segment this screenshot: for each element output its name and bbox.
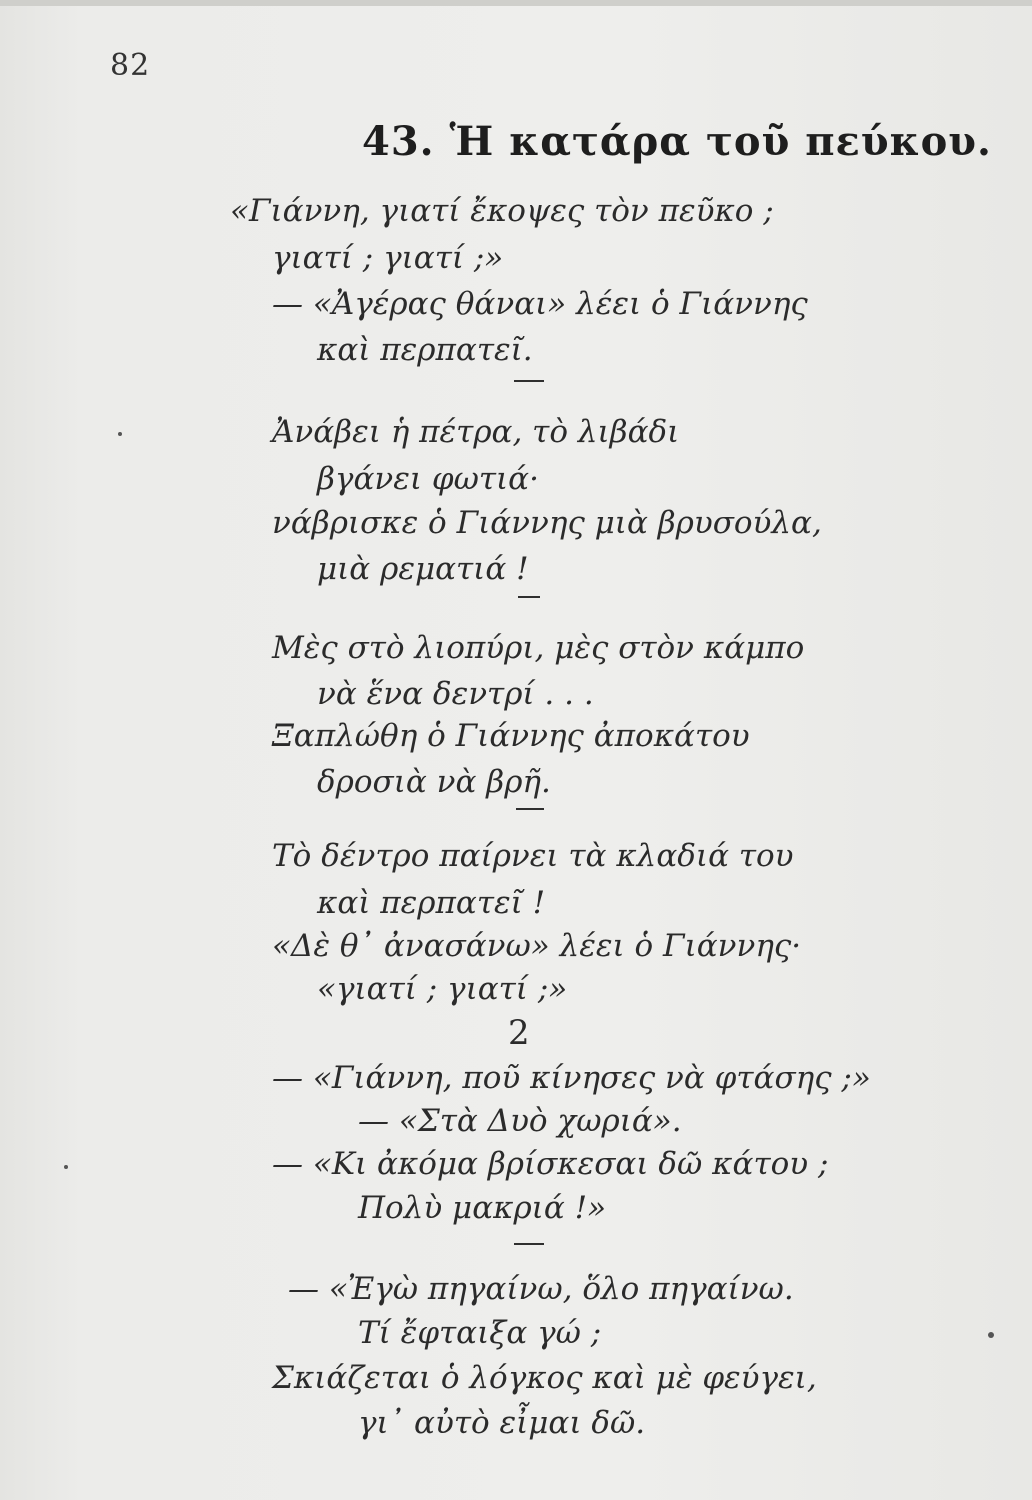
stanza-divider bbox=[514, 380, 544, 382]
poem-line: Τί ἔφταιξα γώ ; bbox=[358, 1315, 602, 1351]
poem-line: Ἀνάβει ἡ πέτρα, τὸ λιβάδι bbox=[272, 414, 680, 450]
poem-line: Σκιάζεται ὁ λόγκος καὶ μὲ φεύγει, bbox=[272, 1360, 817, 1396]
poem-line: καὶ περπατεῖ ! bbox=[317, 885, 546, 921]
poem-line: νὰ ἕνα δεντρί . . . bbox=[317, 676, 594, 712]
poem-line: δροσιὰ νὰ βρῆ. bbox=[317, 764, 551, 800]
stanza-divider bbox=[518, 596, 540, 598]
poem-line: μιὰ ρεματιά ! bbox=[317, 551, 529, 587]
page-top-edge bbox=[0, 0, 1032, 6]
poem-line: «γιατί ; γιατί ;» bbox=[317, 971, 568, 1007]
poem-line: Πολὺ μακριά !» bbox=[358, 1190, 607, 1226]
stanza-divider bbox=[516, 808, 544, 810]
poem-line: — «Στὰ Δυὸ χωριά». bbox=[358, 1103, 682, 1139]
scan-speck bbox=[64, 1165, 68, 1169]
poem-line: γιατί ; γιατί ;» bbox=[272, 240, 504, 276]
poem-title: 43. Ἡ κατάρα τοῦ πεύκου. bbox=[362, 118, 992, 165]
poem-line: «Δὲ θ᾽ ἀνασάνω» λέει ὁ Γιάννης· bbox=[272, 928, 802, 964]
poem-line: Τὸ δέντρο παίρνει τὰ κλαδιά του bbox=[272, 838, 794, 874]
poem-line: — «Κι ἀκόμα βρίσκεσαι δῶ κάτου ; bbox=[272, 1146, 829, 1182]
poem-line: «Γιάννη, γιατί ἔκοψες τὸν πεῦκο ; bbox=[230, 193, 774, 229]
poem-line: — «Ἀγέρας θάναι» λέει ὁ Γιάννης bbox=[272, 286, 808, 322]
scan-speck bbox=[988, 1332, 994, 1338]
poem-line: — «Γιάννη, ποῦ κίνησες νὰ φτάσης ;» bbox=[272, 1060, 871, 1096]
poem-line: βγάνει φωτιά· bbox=[317, 461, 539, 497]
stanza-divider bbox=[514, 1243, 544, 1245]
poem-line: — «Ἐγὼ πηγαίνω, ὅλο πηγαίνω. bbox=[288, 1271, 794, 1307]
poem-line: καὶ περπατεῖ. bbox=[317, 332, 533, 368]
poem-line: νάβρισκε ὁ Γιάννης μιὰ βρυσούλα, bbox=[272, 505, 822, 541]
poem-line: γι᾽ αὐτὸ εἶμαι δῶ. bbox=[358, 1405, 646, 1441]
poem-line: Ξαπλώθη ὁ Γιάννης ἀποκάτου bbox=[272, 718, 750, 754]
section-numeral: 2 bbox=[508, 1013, 530, 1053]
page-number: 82 bbox=[110, 48, 151, 83]
poem-line: Μὲς στὸ λιοπύρι, μὲς στὸν κάμπο bbox=[272, 630, 805, 666]
scan-speck bbox=[118, 432, 122, 436]
